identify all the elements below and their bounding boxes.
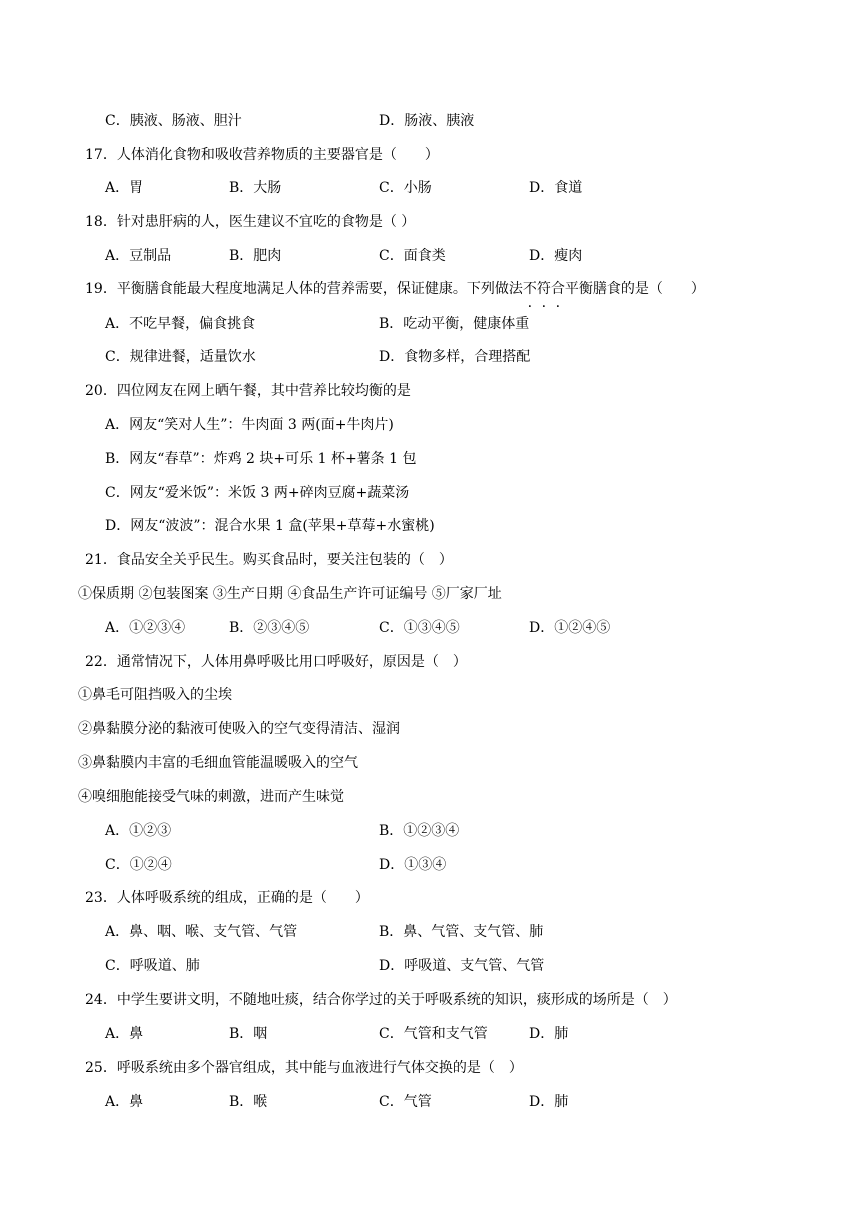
option-c: C．面食类	[379, 248, 446, 264]
question-stem-17: 17．人体消化食物和吸收营养物质的主要器官是（ ）	[85, 147, 439, 163]
option-d: D．肠液、胰液	[379, 113, 475, 129]
option-b: B．鼻、气管、支气管、肺	[379, 924, 544, 940]
question-stem-22: 22．通常情况下，人体用鼻呼吸比用口呼吸好，原因是（ ）	[85, 654, 467, 670]
option-b: B．喉	[229, 1094, 268, 1110]
option-a: A．网友“笑对人生”：牛肉面 3 两(面+牛肉片)	[105, 417, 394, 433]
option-a: A．鼻、咽、喉、支气管、气管	[105, 924, 298, 940]
option-c: C．规律进餐，适量饮水	[105, 349, 256, 365]
option-b: B．吃动平衡，健康体重	[379, 316, 530, 332]
option-c: C．①②④	[105, 857, 172, 873]
option-b: B．肥肉	[229, 248, 282, 264]
statement-3: ③鼻黏膜内丰富的毛细血管能温暖吸入的空气	[78, 755, 358, 771]
option-b: B．大肠	[229, 180, 282, 196]
option-d: D．①③④	[379, 857, 447, 873]
option-a: A．①②③	[105, 823, 172, 839]
option-a: A．鼻	[105, 1094, 144, 1110]
option-a: A．不吃早餐，偏食挑食	[105, 316, 256, 332]
option-d: D．食道	[529, 180, 583, 196]
option-c: C．小肠	[379, 180, 432, 196]
statement-2: ②鼻黏膜分泌的黏液可使吸入的空气变得清洁、湿润	[78, 721, 400, 737]
option-d: D．呼吸道、支气管、气管	[379, 958, 545, 974]
option-d: D．食物多样，合理搭配	[379, 349, 531, 365]
option-b: B．②③④⑤	[229, 620, 310, 636]
option-b: B．网友“春草”：炸鸡 2 块+可乐 1 杯+薯条 1 包	[105, 451, 417, 467]
question-stem-21: 21．食品安全关乎民生。购买食品时，要关注包装的（ ）	[85, 552, 453, 568]
option-c: C．气管	[379, 1094, 432, 1110]
emphasized-char: 合	[550, 281, 565, 297]
statement-4: ④嗅细胞能接受气味的刺激，进而产生味觉	[78, 789, 344, 805]
option-a: A．鼻	[105, 1026, 144, 1042]
question-stem-18: 18．针对患肝病的人，医生建议不宜吃的食物是（ ）	[85, 214, 416, 230]
question-stem-20: 20．四位网友在网上晒午餐，其中营养比较均衡的是	[85, 383, 411, 399]
option-a: A．豆制品	[105, 248, 172, 264]
option-c: C．胰液、肠液、胆汁	[105, 113, 242, 129]
option-a: A．①②③④	[105, 620, 186, 636]
option-d: D．肺	[529, 1026, 569, 1042]
question-stem-19	[85, 279, 705, 299]
option-d: D．瘦肉	[529, 248, 583, 264]
emphasized-char: 不	[522, 281, 537, 297]
option-b: B．咽	[229, 1026, 268, 1042]
question-stem-23: 23．人体呼吸系统的组成，正确的是（ ）	[85, 890, 369, 906]
option-a: A．胃	[105, 180, 144, 196]
emphasized-char: 符	[536, 281, 551, 297]
statement-list: ①保质期 ②包装图案 ③生产日期 ④食品生产许可证编号 ⑤厂家厂址	[78, 586, 502, 602]
option-b: B．①②③④	[379, 823, 460, 839]
stem-text-pre: 19．平衡膳食能最大程度地满足人体的营养需要，保证健康。下列做法	[85, 281, 523, 297]
option-c: C．呼吸道、肺	[105, 958, 200, 974]
question-stem-25: 25．呼吸系统由多个器官组成，其中能与血液进行气体交换的是（ ）	[85, 1060, 523, 1076]
statement-1: ①鼻毛可阻挡吸入的尘埃	[78, 687, 232, 703]
question-stem-24: 24．中学生要讲文明，不随地吐痰，结合你学过的关于呼吸系统的知识，痰形成的场所是（ ）	[85, 992, 677, 1008]
option-d: D．网友“波波”：混合水果 1 盒(苹果+草莓+水蜜桃)	[105, 518, 435, 534]
option-c: C．网友“爱米饭”：米饭 3 两+碎肉豆腐+蔬菜汤	[105, 485, 410, 501]
stem-text-post: 平衡膳食的是（ ）	[564, 281, 705, 297]
option-c: C．①③④⑤	[379, 620, 460, 636]
option-d: D．肺	[529, 1094, 569, 1110]
option-d: D．①②④⑤	[529, 620, 611, 636]
option-c: C．气管和支气管	[379, 1026, 488, 1042]
